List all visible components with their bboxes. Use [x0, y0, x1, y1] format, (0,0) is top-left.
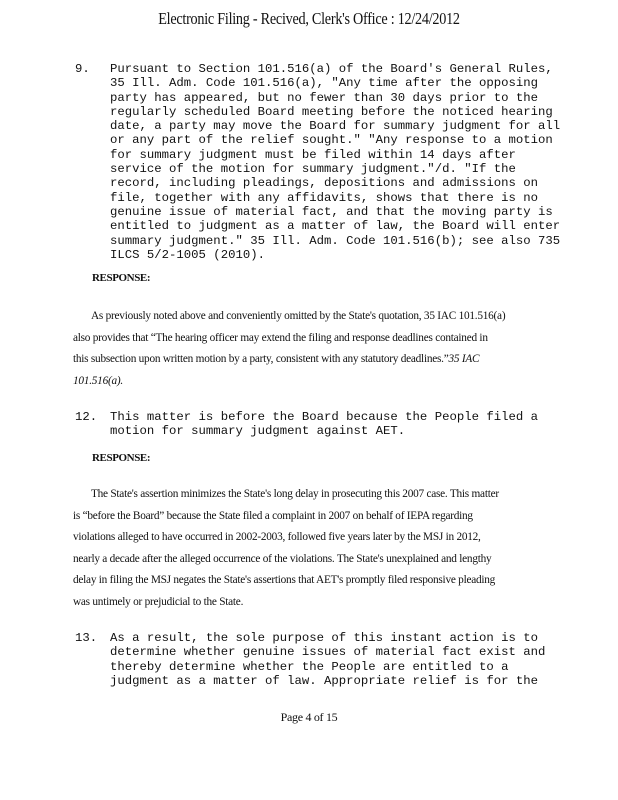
text-line: violations alleged to have occurred in 2002-2003, followed five years later by the MSJ in 2012, [73, 531, 481, 543]
text-line: is “before the Board” because the State filed a complaint in 2007 on behalf of IEPA regarding [73, 509, 473, 522]
text-line: party has appeared, but no fewer than 30 days prior to the [110, 90, 539, 105]
paragraph-number: 13. [75, 631, 98, 645]
text-line: 35 Ill. Adm. Code 101.516(a), "Any time after the opposing [110, 76, 539, 91]
text-line: or any part of the relief sought." "Any response to a motion [110, 133, 553, 148]
text-line: record, including pleadings, depositions and admissions on [110, 176, 539, 191]
text-line [73, 349, 563, 371]
paragraph-body [110, 62, 580, 262]
text-line: As a result, the sole purpose of this instant action is to [110, 631, 539, 645]
citation: 35 IAC [448, 353, 480, 365]
paragraph-number: 12. [75, 410, 98, 424]
text-line: for summary judgment must be filed within 14 days after [110, 147, 516, 162]
paragraph-body [110, 631, 580, 688]
response-1-text [73, 306, 563, 392]
response-heading: RESPONSE: [92, 452, 151, 464]
text-line: entitled to judgment as a matter of law, the Board will enter [110, 219, 561, 234]
text-line: thereby determine whether the People are entitled to a [110, 659, 509, 674]
text-line: The State's assertion minimizes the State's long delay in prosecuting this 2007 case. This matter [91, 488, 499, 500]
text-line: date, a party may move the Board for summary judgment for all [110, 119, 561, 134]
paragraph-number: 9. [75, 62, 90, 76]
text-line: As previously noted above and conveniently omitted by the State's quotation, 35 IAC 101.516(a) [91, 310, 506, 322]
response-2-text [73, 484, 563, 613]
text-line: motion for summary judgment against AET. [110, 424, 406, 439]
text-line: ILCS 5/2-1005 (2010). [110, 247, 265, 262]
text-line: This matter is before the Board because the People filed a [110, 410, 539, 424]
page-number: Page 4 of 15 [280, 710, 338, 724]
text-line: regularly scheduled Board meeting before the noticed hearing [110, 104, 553, 119]
text-line: summary judgment." 35 Ill. Adm. Code 101.516(b); see also 735 [110, 233, 561, 248]
paragraph-body [110, 410, 580, 439]
text-line: file, together with any affidavits, shows that there is no [110, 190, 539, 205]
text-line: service of the motion for summary judgment."/d. "If the [110, 162, 516, 177]
text-line: was untimely or prejudicial to the State. [73, 595, 244, 608]
text-line: determine whether genuine issues of material fact exist and [110, 645, 546, 660]
text-run: this subsection upon written motion by a party, consistent with any statutory deadlines.” [73, 353, 449, 365]
text-line: genuine issue of material fact, and that the moving party is [110, 204, 553, 219]
filing-stamp: Electronic Filing - Recived, Clerk's Office : 12/24/2012 [158, 9, 460, 28]
text-line: Pursuant to Section 101.516(a) of the Board's General Rules, [110, 62, 553, 76]
citation: 101.516(a). [73, 374, 123, 387]
text-line: judgment as a matter of law. Appropriate relief is for the [110, 673, 539, 688]
response-heading: RESPONSE: [92, 272, 151, 284]
text-line: also provides that “The hearing officer may extend the filing and response deadlines contained in [73, 331, 488, 344]
text-line: nearly a decade after the alleged occurrence of the violations. The State's unexplained and lengthy [73, 552, 492, 565]
text-line: delay in filing the MSJ negates the State's assertions that AET's promptly filed responsive pleading [73, 574, 496, 586]
